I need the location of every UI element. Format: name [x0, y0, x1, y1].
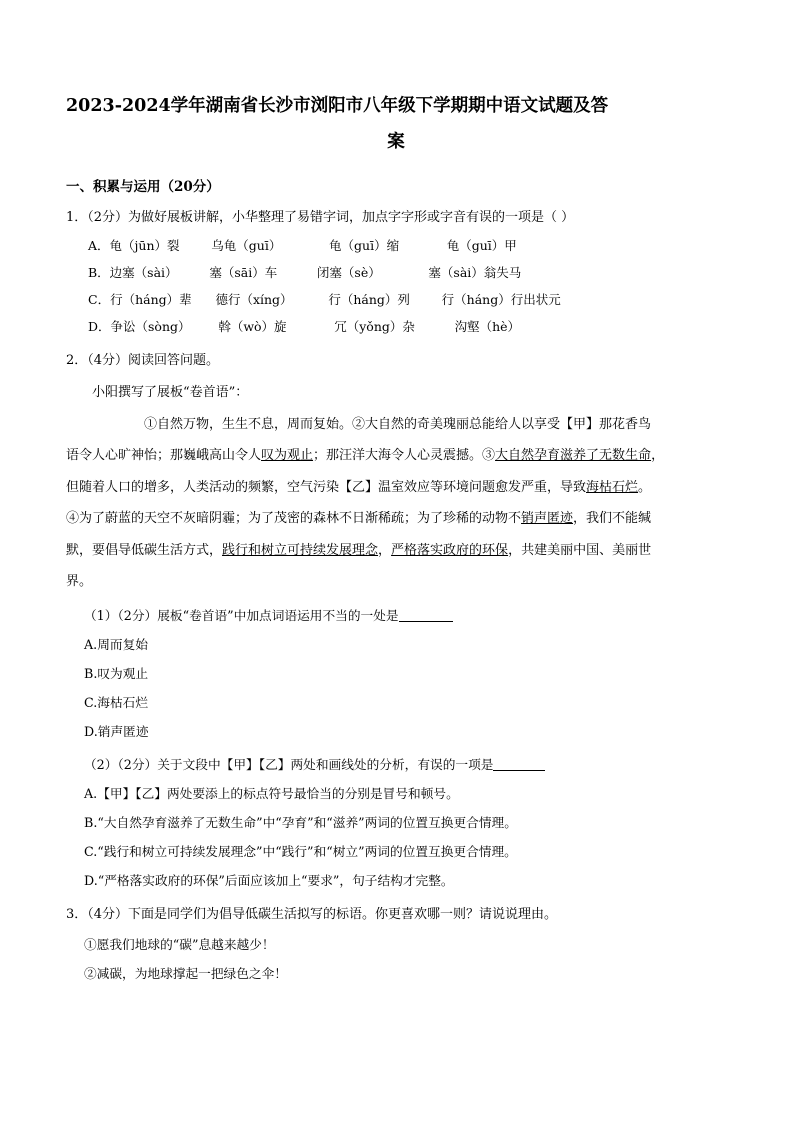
page-title: [66, 88, 726, 160]
question-3-item-2: ②减碳，为地球撑起一把绿色之伞！: [84, 965, 287, 981]
question-1-stem: 1．（2分）为做好展板讲解，小华整理了易错字词，加点字字形或字音有误的一项是（ ）: [66, 210, 575, 225]
passage-text: ；那汪洋大海令人心灵震撼。③: [313, 448, 496, 463]
passage-text: ，我们不能缄: [573, 511, 652, 526]
document-body: [66, 88, 726, 987]
passage-text: 语令人心旷神怡；那巍峨高山令人: [66, 448, 262, 463]
question-1-options: [88, 232, 726, 340]
section-heading-1: 一、积累与运用（20分）: [66, 179, 220, 195]
question-3-stem: 3．（4分）下面是同学们为倡导低碳生活拟写的标语。你更喜欢哪一则？请说说理由。: [66, 906, 558, 922]
passage-line-1: ①自然万物，生生不息，周而复始。②大自然的奇美瑰丽总能给人以享受【甲】那花香鸟: [144, 416, 652, 432]
question-3-item-1: ①愿我们地球的“碳”息越来越少！: [84, 936, 275, 952]
underlined-phrase-3: 海枯石烂: [586, 479, 639, 495]
question-2-2-option-d: D.“严格落实政府的环保”后面应该加上“要求”，句子结构才完整。: [84, 872, 454, 888]
question-2-1-option-a: A.周而复始: [84, 636, 148, 652]
question-2-1-option-d: D.销声匿迹: [84, 723, 149, 739]
option-c: C．行（háng）辈 德行（xíng） 行（háng）列 行（háng）行出状元: [88, 292, 561, 307]
passage-text: 默，要倡导低碳生活方式，: [66, 542, 223, 558]
passage-text: ，: [651, 448, 665, 463]
underlined-phrase-6: 严格落实政府的环保: [391, 542, 509, 558]
passage-text: 但随着人口的增多，人类活动的频繁，空气污染【乙】温室效应等环境问题愈发严重，导致: [66, 479, 587, 495]
question-2-1-stem: [66, 602, 726, 629]
passage-text: ④为了蔚蓝的天空不灰暗阴霾；为了茂密的森林不日渐稀疏；为了珍稀的动物不: [66, 511, 522, 526]
page-title-line1: 2023-2024学年湖南省长沙市浏阳市八年级下学期期中语文试题及答: [66, 96, 609, 116]
passage-line-3: [66, 474, 726, 502]
option-d: D．争讼（sòng） 斡（wò）旋 冗（yǒng）杂 沟壑（hè）: [88, 319, 521, 334]
passage-line-5: [66, 537, 726, 565]
passage-text: 。: [638, 479, 652, 495]
underlined-phrase-5: 践行和树立可持续发展理念: [222, 542, 379, 558]
question-2-2-option-a: A.【甲】【乙】两处要添上的标点符号最恰当的分别是冒号和顿号。: [84, 785, 459, 801]
passage-line-4: [66, 505, 726, 533]
question-2-stem: 2．（4分）阅读回答问题。: [66, 353, 220, 368]
passage-line-6: 界。: [66, 574, 93, 589]
question-2-1-option-b: B.叹为观止: [84, 665, 149, 681]
option-a: A．龟（jūn）裂 乌龟（guī） 龟（guī）缩 龟（guī）甲: [88, 238, 517, 253]
question-2-lead: 小阳撰写了展板“卷首语”：: [92, 385, 249, 400]
sub-question-label: （2）（2分）关于文段中【甲】【乙】两处和画线处的分析，有误的一项是: [84, 756, 494, 772]
question-2-2-stem: [66, 751, 726, 778]
page-title-line2: 案: [387, 132, 405, 152]
option-b: B．边塞（sài） 塞（sāi）车 闭塞（sè） 塞（sài）翁失马: [88, 265, 522, 280]
underlined-phrase-4: 销声匿迹: [521, 511, 574, 526]
underlined-phrase-1: 叹为观止: [261, 448, 314, 463]
question-2-2-option-c: C.“践行和树立可持续发展理念”中“践行”和“树立”两词的位置互换更合情理。: [84, 843, 517, 859]
answer-blank[interactable]: [399, 621, 453, 622]
passage-text: ，共建美丽中国、美丽世: [508, 542, 652, 558]
sub-question-label: （1）（2分）展板“卷首语”中加点词语运用不当的一处是: [84, 607, 399, 623]
underlined-phrase-2: 大自然孕育滋养了无数生命: [495, 448, 652, 463]
question-2-2-option-b: B.“大自然孕育滋养了无数生命”中“孕育”和“滋养”两词的位置互换更合情理。: [84, 814, 517, 830]
passage-text: ，: [378, 542, 392, 558]
question-2-1-option-c: C.海枯石烂: [84, 694, 149, 710]
answer-blank[interactable]: [493, 770, 545, 771]
passage-line-2: [66, 442, 726, 470]
